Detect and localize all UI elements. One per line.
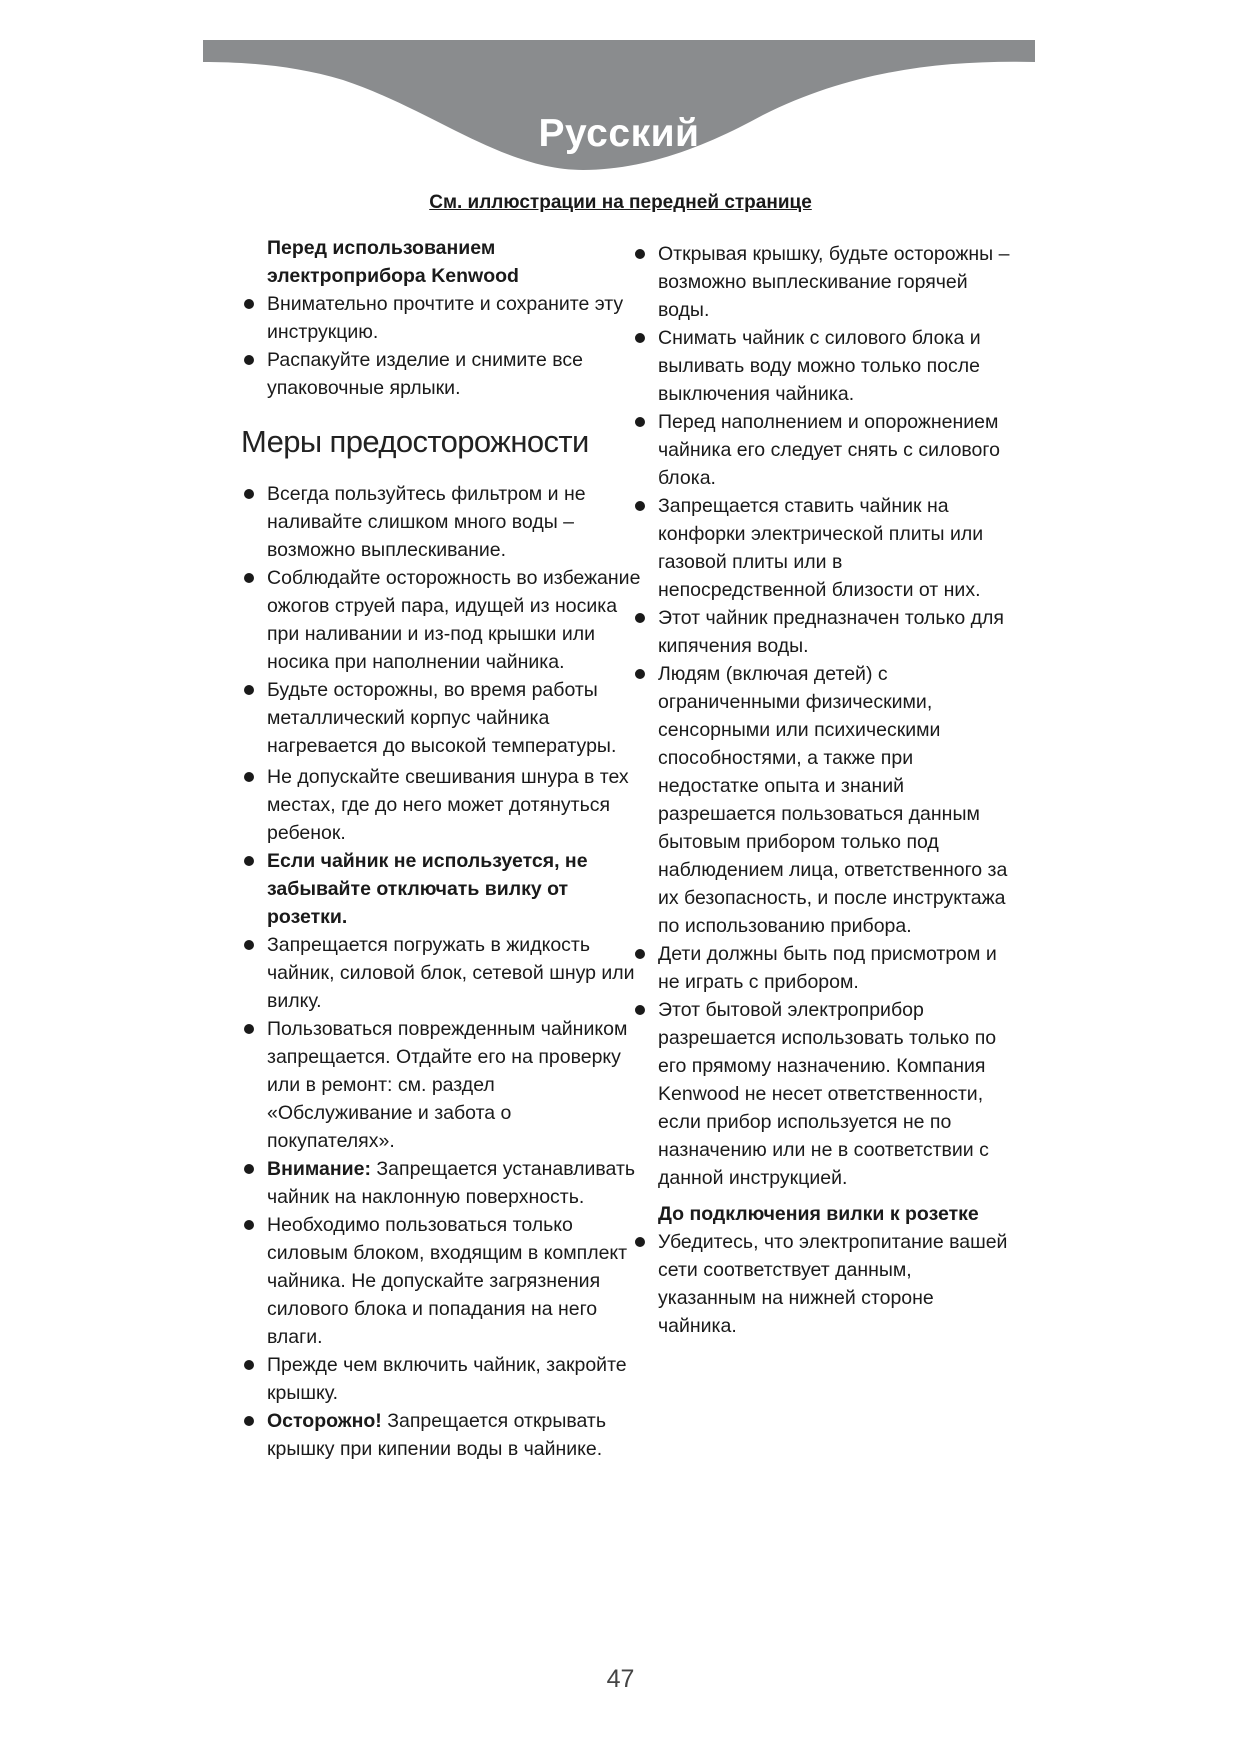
warning-label: Внимание: — [267, 1158, 371, 1180]
page-number: 47 — [606, 1665, 635, 1693]
intro-heading-line-2: электроприбора Kenwood — [267, 265, 519, 287]
list-item: Людям (включая детей) с ограниченными физическими, сенсорными или психическими способностями, а также при недостатке опыта и знаний разрешается пользоваться данным бытовым прибором только под наблюдением лица, ответственного за их безопасность, и после инструктажа по использованию прибора. — [632, 660, 1012, 940]
list-item: Дети должны быть под присмотром и не играть с прибором. — [632, 940, 1012, 996]
list-item: Всегда пользуйтесь фильтром и не наливайте слишком много воды – возможно выплескивание. — [241, 480, 641, 564]
section-title: Меры предосторожности — [241, 424, 589, 459]
list-item: Необходимо пользоваться только силовым блоком, входящим в комплект чайника. Не допускайте загрязнения силового блока и попадания на него влаги. — [241, 1211, 641, 1351]
language-header — [203, 40, 1035, 180]
list-item: Прежде чем включить чайник, закройте крышку. — [241, 1351, 641, 1407]
list-item: Запрещается ставить чайник на конфорки электрической плиты или газовой плиты или в непосредственной близости от них. — [632, 492, 1012, 604]
language-title: Русский — [538, 112, 700, 155]
intro-list — [241, 290, 641, 402]
list-item: Внимательно прочтите и сохраните эту инструкцию. — [241, 290, 641, 346]
caution-label: Осторожно! — [267, 1410, 382, 1432]
warning-text: Запрещается устанавливать чайник на наклонную поверхность. — [267, 1158, 636, 1208]
list-item: Пользоваться поврежденным чайником запрещается. Отдайте его на проверку или в ремонт: см. раздел «Обслуживание и забота о покупателях». — [241, 1015, 641, 1155]
list-item: Этот чайник предназначен только для кипячения воды. — [632, 604, 1012, 660]
list-item: Убедитесь, что электропитание вашей сети соответствует данным, указанным на нижней стороне чайника. — [632, 1228, 1012, 1340]
list-item: Будьте осторожны, во время работы металлический корпус чайника нагревается до высокой температуры. — [241, 676, 641, 760]
left-column — [241, 234, 641, 1463]
list-item: Открывая крышку, будьте осторожны – возможно выплескивание горячей воды. — [632, 240, 1012, 324]
caution-text: Запрещается открывать крышку при кипении воды в чайнике. — [267, 1410, 606, 1460]
connection-subheading: До подключения вилки к розетке — [658, 1203, 979, 1225]
list-item: Запрещается погружать в жидкость чайник, силовой блок, сетевой шнур или вилку. — [241, 931, 641, 1015]
list-item: Если чайник не используется, не забывайте отключать вилку от розетки. — [241, 847, 641, 931]
header-wave-band — [203, 40, 1035, 180]
right-column — [632, 240, 1012, 1340]
list-item: Соблюдайте осторожность во избежание ожогов струей пара, идущей из носика при наливании и из-под крышки или носика при наполнении чайника. — [241, 564, 641, 676]
list-item — [241, 1155, 641, 1211]
list-item: Этот бытовой электроприбор разрешается использовать только по его прямому назначению. Компания Kenwood не несет ответственности, если прибор используется не по назначению или не в соответствии с данной инструкцией. — [632, 996, 1012, 1192]
list-item: Снимать чайник с силового блока и выливать воду можно только после выключения чайника. — [632, 324, 1012, 408]
list-item — [241, 1407, 641, 1463]
connection-list — [632, 1228, 1012, 1340]
precautions-list-continued — [632, 240, 1012, 1192]
illustration-note: См. иллюстрации на передней странице — [429, 192, 812, 213]
intro-heading-line-1: Перед использованием — [267, 237, 496, 259]
list-item: Распакуйте изделие и снимите все упаковочные ярлыки. — [241, 346, 641, 402]
precautions-list — [241, 480, 641, 1463]
list-item: Не допускайте свешивания шнура в тех местах, где до него может дотянуться ребенок. — [241, 763, 641, 847]
list-item: Перед наполнением и опорожнением чайника его следует снять с силового блока. — [632, 408, 1012, 492]
